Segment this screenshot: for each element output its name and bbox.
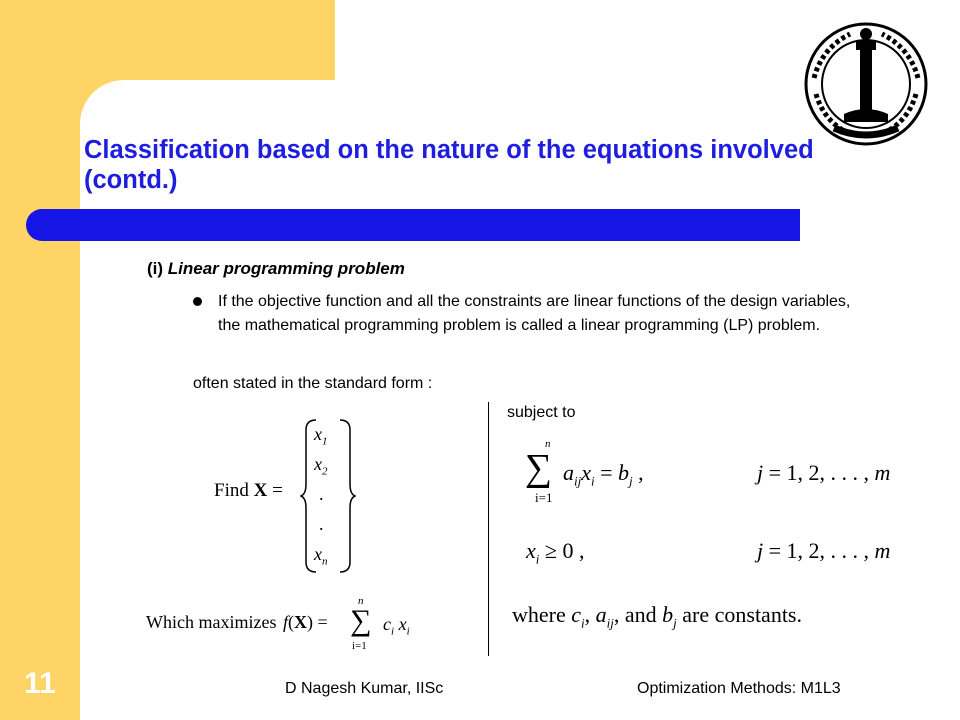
find-label: Find X = xyxy=(214,480,283,501)
standard-form-text: often stated in the standard form : xyxy=(193,375,433,392)
footer-author: D Nagesh Kumar, IISc xyxy=(285,680,444,697)
subheading-prefix: (i) xyxy=(147,259,168,278)
constraint-sum-sign-icon: ∑ xyxy=(525,447,553,489)
vector-entry-2: $x_2$ xyxy=(314,454,328,478)
footer-course: Optimization Methods: M1L3 xyxy=(637,680,841,697)
range-2: j = 1, 2, . . . , m xyxy=(757,538,891,563)
title-underline-bar xyxy=(26,209,800,241)
constraint-2: $x_i \ge 0$ , xyxy=(526,538,585,567)
bullet-text: If the objective function and all the constraints are linear functions of the design variables, the mathematical programming problem is called a linear programming (LP) problem. xyxy=(218,293,851,334)
subheading-italic: Linear programming problem xyxy=(167,259,405,278)
range-1: j = 1, 2, . . . , m xyxy=(757,460,891,485)
vector-entry-4: . xyxy=(319,514,324,534)
vector-braces xyxy=(300,418,356,574)
bullet-dot-icon xyxy=(193,297,202,306)
slide-number: 11 xyxy=(24,667,56,700)
constants-note: where $c_i$, $a_{ij}$, and $b_j$ are constants. xyxy=(512,602,802,631)
vector-entry-n: $x_n$ xyxy=(314,544,328,568)
objective-rhs: $c_i$ $x_i$ xyxy=(383,614,410,638)
slide-title: Classification based on the nature of the equations involved (contd.) xyxy=(84,136,814,194)
constraint-sum-lower: i=1 xyxy=(535,490,553,505)
constraint-sum-upper: n xyxy=(545,438,551,450)
objective-lhs: f(X) = xyxy=(283,612,328,632)
constraint-1: $a_{ij}x_i = b_j$ , xyxy=(563,460,644,489)
maximizes-label: Which maximizes xyxy=(146,612,277,632)
subject-to-label: subject to xyxy=(507,404,576,421)
subheading xyxy=(147,259,405,279)
find-var: X xyxy=(253,480,268,501)
vector-entry-3: . xyxy=(319,484,324,504)
vector-entry-1: $x_1$ xyxy=(314,424,328,448)
sum-lower: i=1 xyxy=(352,640,367,652)
divider-line xyxy=(488,402,489,656)
sum-sign-icon: ∑ xyxy=(350,604,372,637)
sum-upper: n xyxy=(358,595,364,607)
iisc-emblem-icon xyxy=(800,18,932,150)
